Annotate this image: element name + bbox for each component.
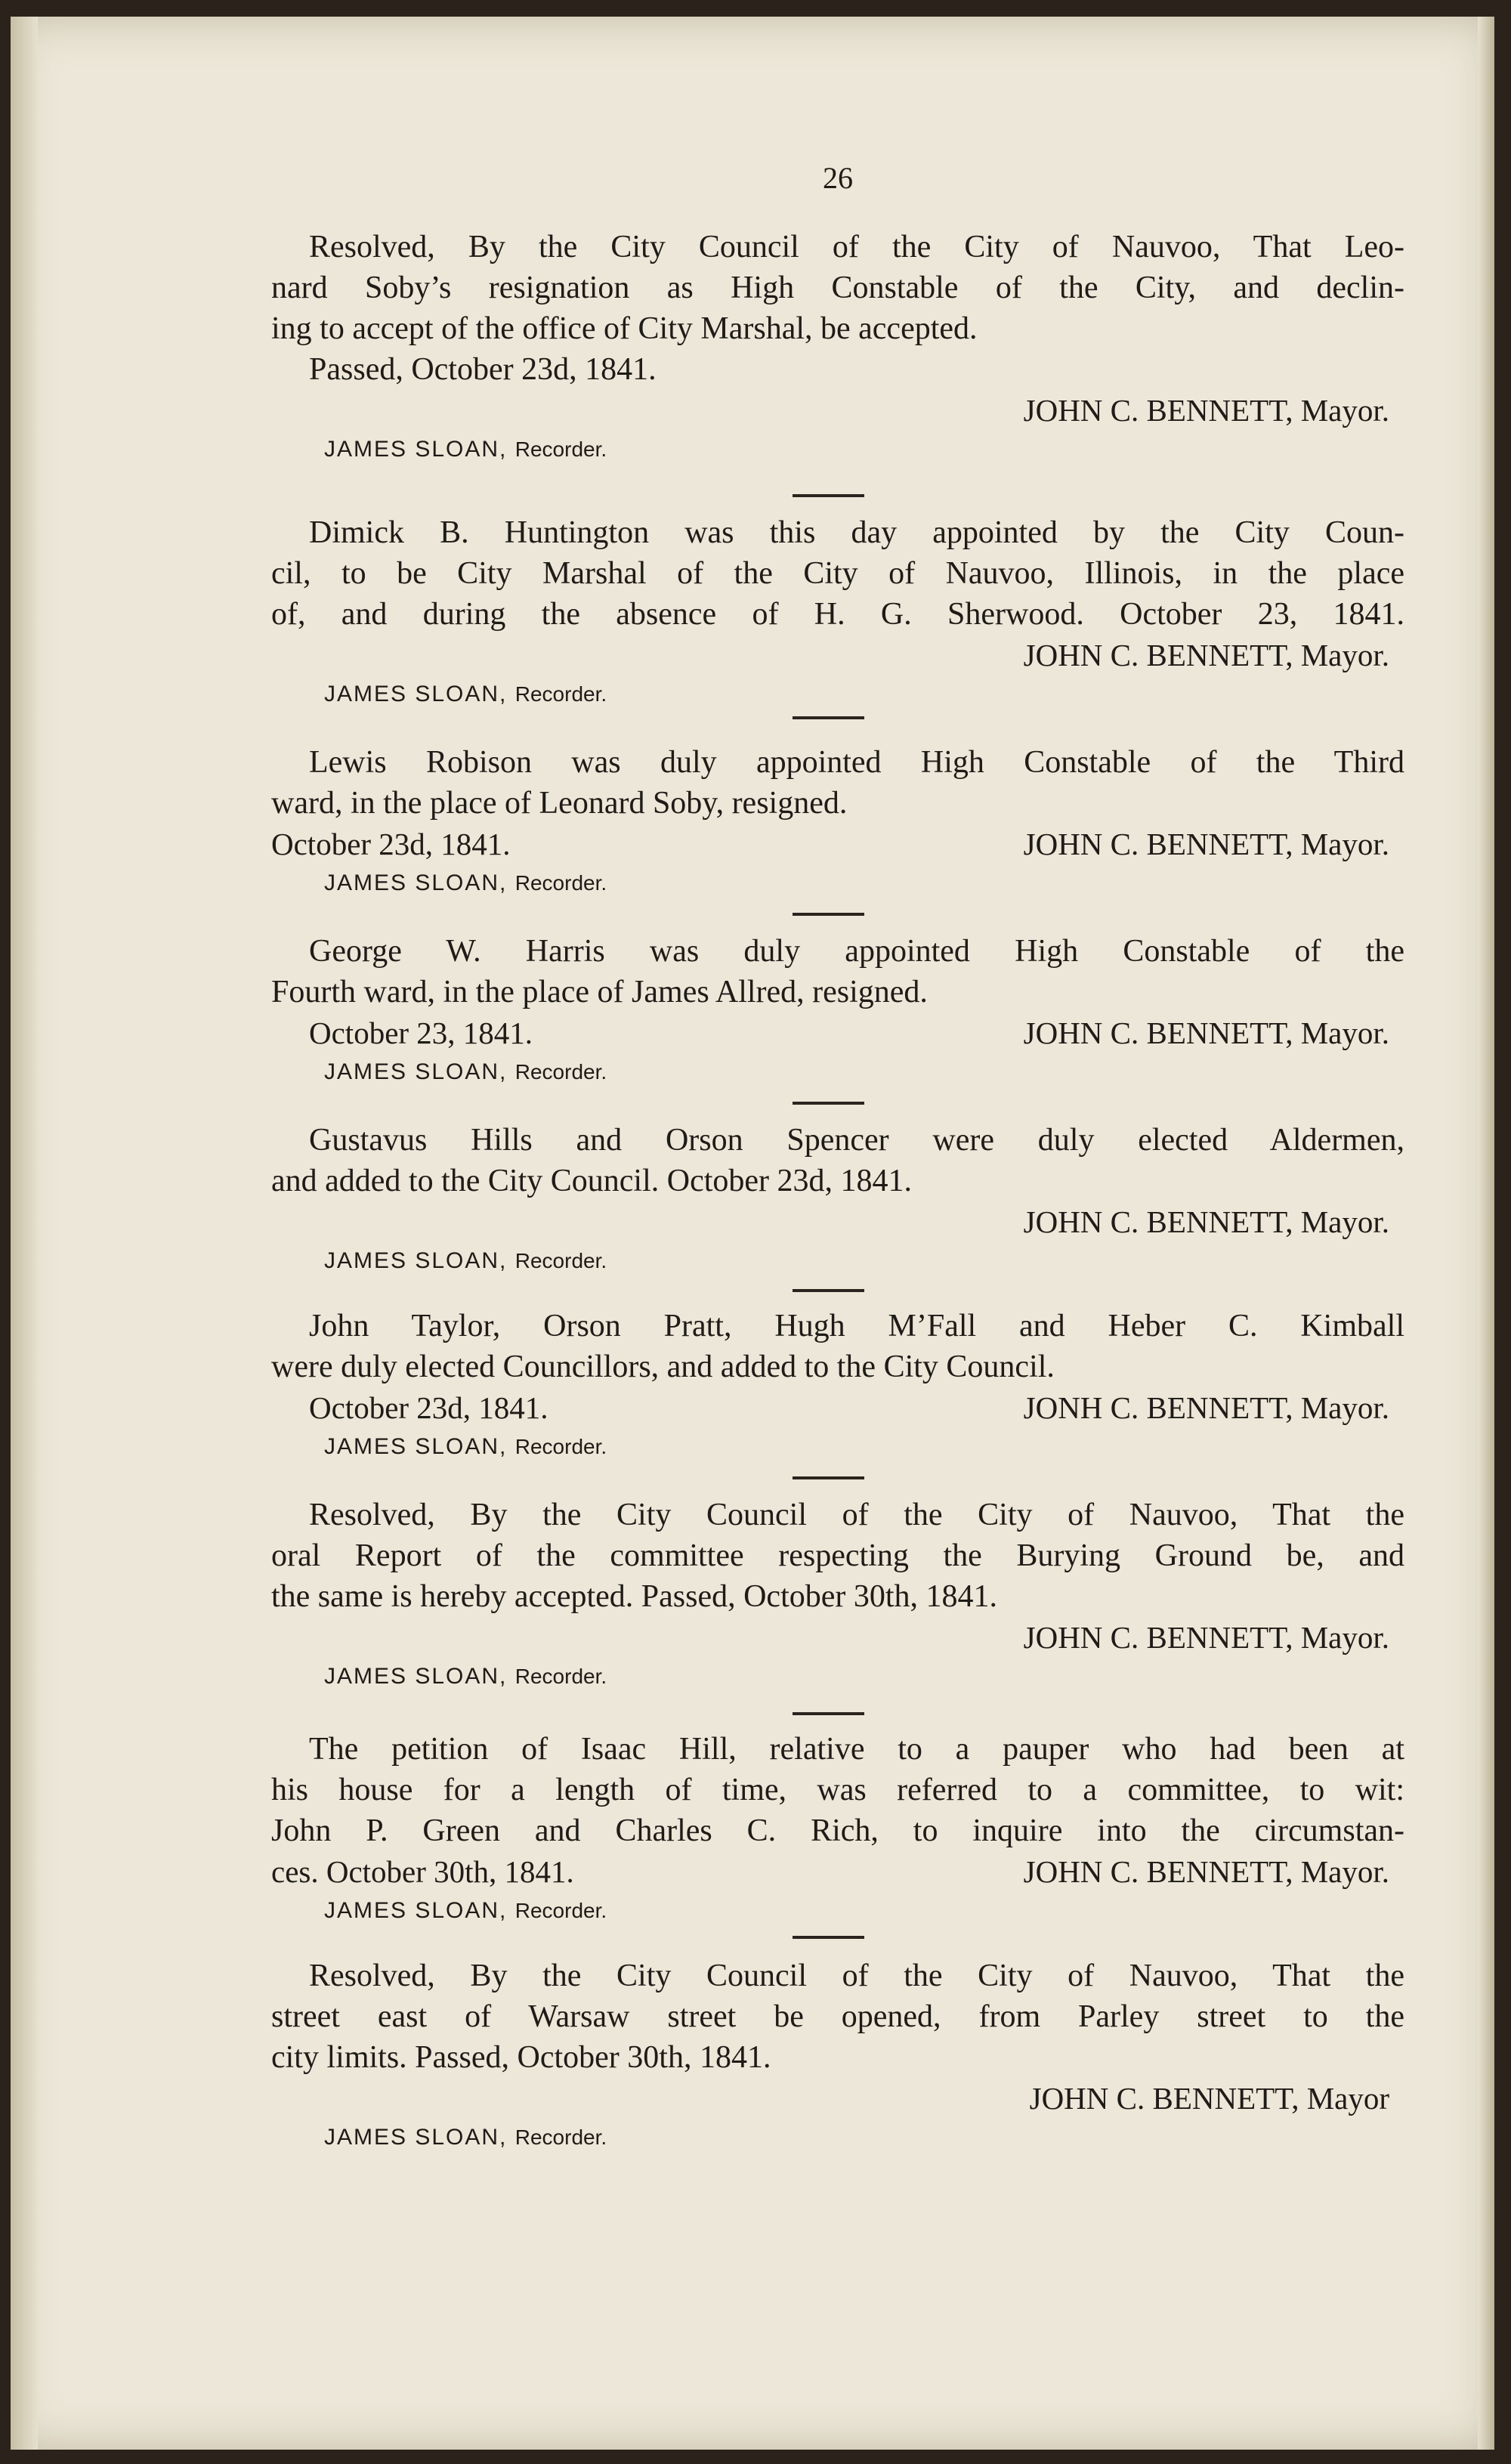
recorder-name: JAMES SLOAN,: [324, 1664, 508, 1689]
page-edge-right: [1478, 17, 1494, 2450]
recorder-title: Recorder.: [514, 1060, 607, 1084]
divider-rule: [793, 1102, 864, 1105]
date-mayor-line: [271, 1387, 1404, 1428]
mayor-signature: JOHN C. BENNETT, Mayor: [1029, 2081, 1389, 2116]
entry-line: of, and during the absence of H. G. Sherwood. October 23, 1841.: [271, 597, 1404, 632]
recorder-title: Recorder.: [514, 1665, 607, 1688]
recorder-name: JAMES SLOAN,: [324, 1434, 508, 1459]
recorder-name: JAMES SLOAN,: [324, 437, 508, 462]
entry-line: ing to accept of the office of City Marshal, be accepted.: [271, 311, 978, 346]
entry-line: Resolved, By the City Council of the City of Nauvoo, That Leo-: [309, 230, 1404, 264]
date-mayor-line: [271, 1851, 1404, 1892]
divider-rule: [793, 1712, 864, 1715]
entry-line: nard Soby’s resignation as High Constable of the City, and declin-: [271, 271, 1404, 305]
entry-line: his house for a length of time, was referred to a committee, to wit:: [271, 1773, 1404, 1807]
recorder-title: Recorder.: [514, 682, 607, 706]
page-number: 26: [823, 161, 853, 195]
mayor-signature: JOHN C. BENNETT, Mayor.: [1023, 1854, 1389, 1889]
entry-line: and added to the City Council. October 23d, 1841.: [271, 1164, 913, 1198]
recorder-signature: [271, 1053, 1404, 1091]
recorder-signature: [271, 1892, 1404, 1930]
entry-line: street east of Warsaw street be opened, from Parley street to the: [271, 1999, 1404, 2034]
entry-date: October 23, 1841.: [309, 1016, 533, 1050]
mayor-signature: JOHN C. BENNETT, Mayor.: [1023, 827, 1389, 861]
entry-line: John Taylor, Orson Pratt, Hugh M’Fall and Heber C. Kimball: [309, 1309, 1404, 1343]
entry-huntington-marshal: [271, 512, 1404, 713]
divider-rule: [793, 494, 864, 497]
entry-isaac-hill-petition: [271, 1729, 1404, 1930]
entry-line: cil, to be City Marshal of the City of Nauvoo, Illinois, in the place: [271, 556, 1404, 591]
divider-rule: [793, 1936, 864, 1939]
recorder-name: JAMES SLOAN,: [324, 1059, 508, 1084]
entry-line: George W. Harris was duly appointed High Constable of the: [309, 934, 1404, 969]
recorder-signature: [271, 1242, 1404, 1280]
recorder-title: Recorder.: [514, 1899, 607, 1922]
recorder-title: Recorder.: [514, 1249, 607, 1272]
recorder-signature: [271, 2119, 1404, 2156]
mayor-signature: JONH C. BENNETT, Mayor.: [1023, 1390, 1389, 1425]
page-edge-left: [11, 17, 38, 2450]
entry-line: oral Report of the committee respecting the Burying Ground be, and: [271, 1538, 1404, 1573]
entry-line: Dimick B. Huntington was this day appointed by the City Coun-: [309, 515, 1404, 550]
mayor-signature: JOHN C. BENNETT, Mayor.: [1023, 638, 1389, 672]
recorder-name: JAMES SLOAN,: [324, 2125, 508, 2150]
entry-date: October 23d, 1841.: [271, 827, 511, 861]
book-page: [11, 17, 1494, 2450]
divider-rule: [793, 1476, 864, 1479]
recorder-title: Recorder.: [514, 2125, 607, 2149]
recorder-name: JAMES SLOAN,: [324, 870, 508, 895]
entry-warsaw-street: [271, 1955, 1404, 2156]
recorder-signature: [271, 431, 1404, 468]
passed-date: Passed, October 23d, 1841.: [309, 352, 657, 387]
mayor-signature: JOHN C. BENNETT, Mayor.: [1023, 1204, 1389, 1239]
entry-robison-constable: [271, 742, 1404, 902]
recorder-signature: [271, 1658, 1404, 1696]
entry-harris-constable: [271, 931, 1404, 1091]
mayor-signature: JOHN C. BENNETT, Mayor.: [1023, 1620, 1389, 1655]
entry-soby-resignation: [271, 227, 1404, 468]
entry-burying-ground-report: [271, 1495, 1404, 1696]
divider-rule: [793, 716, 864, 719]
entry-line: The petition of Isaac Hill, relative to a pauper who had been at: [309, 1732, 1404, 1767]
divider-rule: [793, 913, 864, 916]
entry-councillors-elected: [271, 1306, 1404, 1466]
entry-line: Resolved, By the City Council of the City of Nauvoo, That the: [309, 1498, 1404, 1532]
entry-date: October 23d, 1841.: [309, 1390, 548, 1425]
entry-line: were duly elected Councillors, and added to the City Council.: [271, 1349, 1055, 1384]
entry-line: John P. Green and Charles C. Rich, to inquire into the circumstan-: [271, 1813, 1404, 1848]
entry-aldermen-elected: [271, 1120, 1404, 1280]
entry-line: Resolved, By the City Council of the City of Nauvoo, That the: [309, 1959, 1404, 1993]
entry-line: Gustavus Hills and Orson Spencer were duly elected Aldermen,: [309, 1123, 1404, 1158]
entry-line: ward, in the place of Leonard Soby, resigned.: [271, 786, 848, 821]
date-mayor-line: [271, 824, 1404, 864]
date-mayor-line: [271, 1012, 1404, 1053]
recorder-title: Recorder.: [514, 1435, 607, 1458]
recorder-name: JAMES SLOAN,: [324, 1898, 508, 1923]
mayor-signature: JOHN C. BENNETT, Mayor.: [1023, 393, 1389, 428]
divider-rule: [793, 1289, 864, 1292]
recorder-title: Recorder.: [514, 871, 607, 895]
recorder-name: JAMES SLOAN,: [324, 682, 508, 706]
entry-line: Fourth ward, in the place of James Allred, resigned.: [271, 975, 928, 1009]
recorder-signature: [271, 864, 1404, 902]
recorder-title: Recorder.: [514, 437, 607, 461]
entry-line: city limits. Passed, October 30th, 1841.: [271, 2040, 771, 2075]
entry-line: Lewis Robison was duly appointed High Constable of the Third: [309, 745, 1404, 780]
entry-line: the same is hereby accepted. Passed, October 30th, 1841.: [271, 1579, 998, 1614]
entry-date: ces. October 30th, 1841.: [271, 1854, 574, 1889]
mayor-signature: JOHN C. BENNETT, Mayor.: [1023, 1016, 1389, 1050]
recorder-signature: [271, 1428, 1404, 1466]
recorder-signature: [271, 676, 1404, 713]
recorder-name: JAMES SLOAN,: [324, 1248, 508, 1273]
